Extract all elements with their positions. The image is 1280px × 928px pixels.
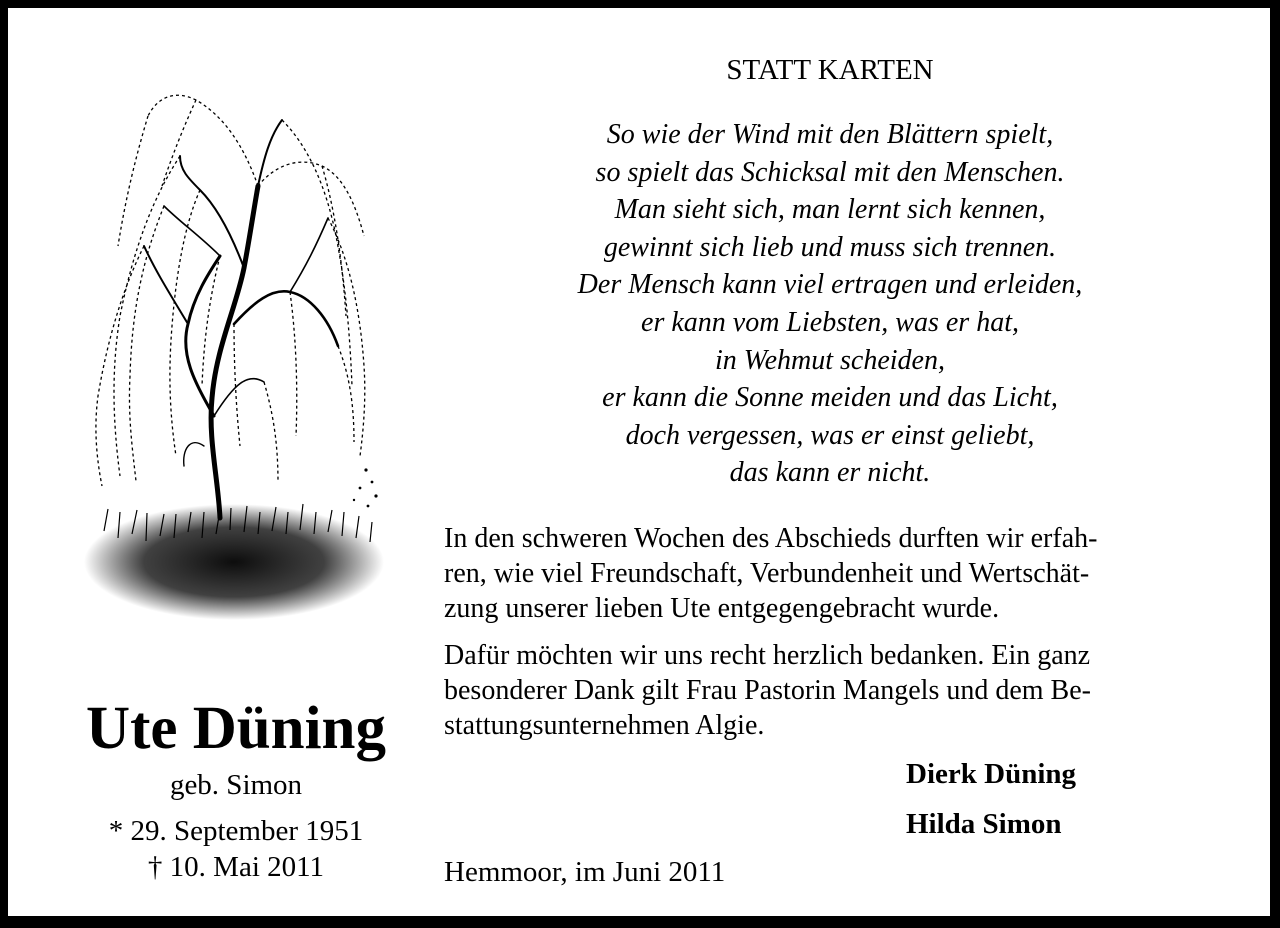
paragraph-line: stattungsunternehmen Algie.	[444, 710, 765, 741]
signature: Hilda Simon	[906, 808, 1062, 840]
paragraph-line: In den schweren Wochen des Abschieds durften wir erfah-	[444, 523, 1098, 554]
poem-line: in Wehmut scheiden,	[715, 344, 945, 376]
signature: Dierk Düning	[906, 758, 1077, 790]
poem-line: er kann vom Liebsten, was er hat,	[641, 306, 1019, 338]
thanks-paragraph	[444, 521, 1228, 626]
maiden-name: geb. Simon	[169, 769, 303, 801]
poem-line: Der Mensch kann viel ertragen und erleiden,	[577, 269, 1083, 301]
poem-line: So wie der Wind mit den Blättern spielt,	[606, 119, 1054, 150]
poem	[438, 116, 1222, 492]
poem-line: er kann die Sonne meiden und das Licht,	[602, 382, 1058, 414]
poem-line: gewinnt sich lieb und muss sich trennen.	[603, 231, 1057, 263]
death-date: † 10. Mai 2011	[147, 851, 325, 883]
paragraph-line: ren, wie viel Freundschaft, Verbundenheit und Wertschät-	[444, 558, 1090, 589]
deceased-name: Ute Düning	[86, 695, 386, 762]
page-title: STATT KARTEN	[726, 54, 934, 86]
paragraph-line: zung unserer lieben Ute entgegengebracht wurde.	[444, 593, 1000, 624]
gratitude-paragraph	[444, 638, 1228, 743]
poem-line: doch vergessen, was er einst geliebt,	[625, 419, 1035, 451]
paragraph-line: besonderer Dank gilt Frau Pastorin Mangels und dem Be-	[444, 675, 1091, 706]
poem-line: Man sieht sich, man lernt sich kennen,	[614, 194, 1046, 226]
poem-line: das kann er nicht.	[729, 457, 931, 489]
poem-line: so spielt das Schicksal mit den Menschen.	[595, 156, 1065, 188]
place-date: Hemmoor, im Juni 2011	[444, 856, 726, 888]
paragraph-line: Dafür möchten wir uns recht herzlich bedanken. Ein ganz	[444, 640, 1091, 671]
obituary-card	[8, 8, 1270, 916]
weeping-willow-icon	[84, 86, 396, 638]
birth-date: * 29. September 1951	[108, 815, 364, 847]
